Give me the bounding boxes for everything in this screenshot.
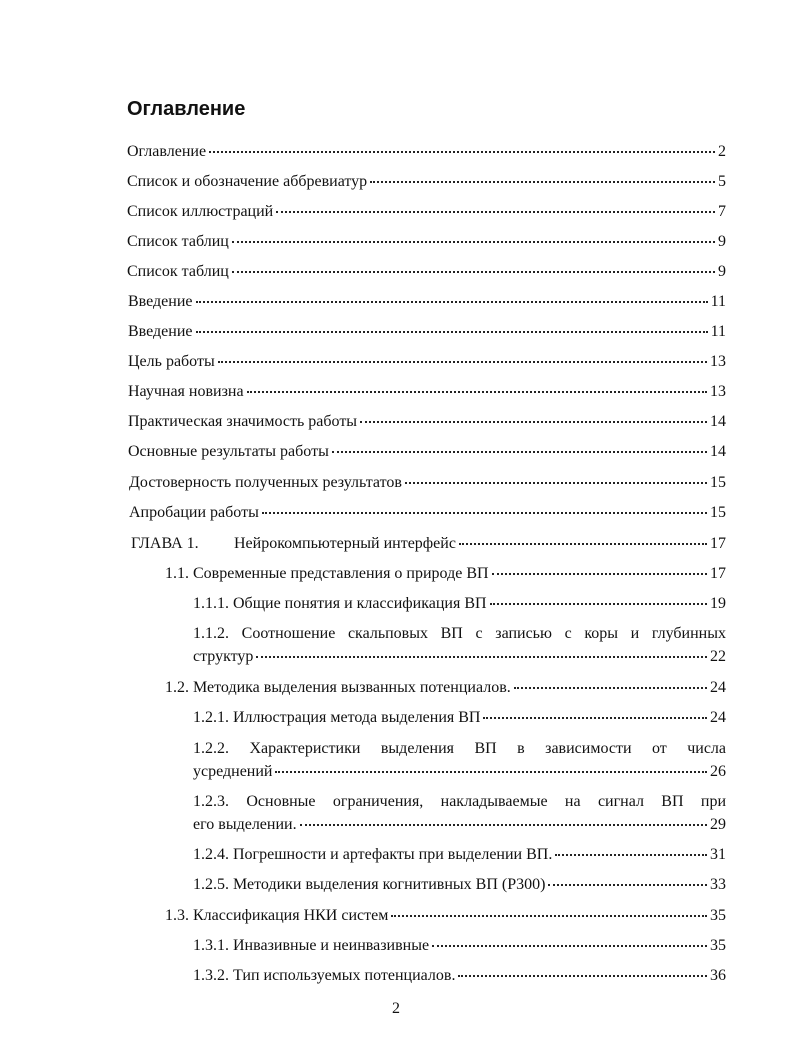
- toc-entry[interactable]: [128, 320, 726, 343]
- toc-entry-label: структур: [193, 648, 254, 665]
- toc-entry-page: 11: [710, 293, 726, 310]
- dot-leader: [196, 330, 708, 333]
- dot-leader: [492, 572, 707, 575]
- dot-leader: [483, 716, 707, 719]
- toc-entry-label: Практическая значимость работы: [128, 413, 358, 430]
- toc-entry-page: 2: [718, 143, 726, 160]
- toc-entry[interactable]: [128, 290, 726, 313]
- toc-entry-label: 1.3. Классификация НКИ систем: [165, 907, 389, 924]
- toc-entry-subsection[interactable]: [193, 737, 726, 783]
- toc-entry-page: 24: [710, 709, 726, 726]
- dot-leader: [490, 602, 707, 605]
- toc-entry-label-line1: 1.1.2. Соотношение скальповых ВП с записью с коры и глубинных: [193, 625, 726, 642]
- toc-entry-page: 14: [710, 413, 726, 430]
- dot-leader: [514, 686, 707, 689]
- dot-leader: [360, 420, 707, 423]
- toc-entry-section[interactable]: [165, 676, 726, 699]
- toc-entry-label: Нейрокомпьютерный интерфейс: [234, 535, 456, 552]
- dot-leader: [196, 300, 708, 303]
- toc-entry-label: Введение: [128, 293, 193, 310]
- chapter-number: ГЛАВА 1.: [131, 535, 199, 552]
- toc-entry-page: 13: [710, 383, 726, 400]
- toc-entry-subsection[interactable]: [193, 873, 726, 896]
- toc-entry-label: Основные результаты работы: [128, 443, 329, 460]
- toc-entry-page: 9: [718, 233, 726, 250]
- toc-entry-page: 19: [710, 595, 726, 612]
- toc-entry-page: 24: [710, 679, 726, 696]
- toc-entry-label: 1.1. Современные представления о природе ВП: [165, 565, 489, 582]
- dot-leader: [555, 853, 707, 856]
- toc-entry-label: Научная новизна: [128, 383, 244, 400]
- dot-leader: [459, 542, 707, 545]
- toc-entry-label-line1: 1.2.3. Основные ограничения, накладываемые на сигнал ВП при: [193, 793, 726, 810]
- toc-entry-label: Оглавление: [127, 143, 207, 160]
- toc-entry-subsection[interactable]: [193, 934, 726, 957]
- toc-entry-page: 35: [710, 907, 726, 924]
- toc-entry-label: Цель работы: [128, 353, 215, 370]
- toc-entry-page: 26: [710, 763, 726, 780]
- dot-leader: [276, 210, 715, 213]
- dot-leader: [209, 150, 715, 153]
- toc-entry-section[interactable]: [165, 562, 726, 585]
- dot-leader: [370, 180, 715, 183]
- dot-leader: [232, 270, 715, 273]
- toc-entry-subsection[interactable]: [193, 622, 726, 668]
- dot-leader: [391, 914, 707, 917]
- dot-leader: [432, 944, 707, 947]
- page-number: 2: [392, 1000, 400, 1017]
- toc-entry-label: Список и обозначение аббревиатур: [127, 173, 368, 190]
- toc-entry-label: Достоверность полученных результатов: [129, 474, 402, 491]
- toc-entry[interactable]: [129, 501, 726, 524]
- toc-entry-page: 13: [710, 353, 726, 370]
- toc-entry-label: 1.2.5. Методики выделения когнитивных ВП (P300): [193, 876, 546, 893]
- toc-entry-label-line1: 1.2.2. Характеристики выделения ВП в зависимости от числа: [193, 740, 726, 757]
- toc-entry-page: 17: [710, 565, 726, 582]
- toc-entry-label: Введение: [128, 323, 193, 340]
- toc-entry[interactable]: [128, 350, 726, 373]
- toc-entry-chapter[interactable]: [131, 532, 726, 555]
- dot-leader: [458, 974, 707, 977]
- toc-entry-label: 1.2. Методика выделения вызванных потенциалов.: [165, 679, 511, 696]
- toc-entry[interactable]: [129, 471, 726, 494]
- toc-entry[interactable]: [128, 380, 726, 403]
- dot-leader: [405, 481, 707, 484]
- toc-entry-page: 9: [718, 263, 726, 280]
- toc-entry-label: Список таблиц: [127, 263, 229, 280]
- toc-entry-subsection[interactable]: [193, 964, 726, 987]
- toc-entry-label: 1.2.1. Иллюстрация метода выделения ВП: [193, 709, 481, 726]
- toc-entry-label: его выделении.: [193, 816, 297, 833]
- dot-leader: [232, 240, 715, 243]
- toc-entry-label: 1.2.4. Погрешности и артефакты при выделении ВП.: [193, 846, 553, 863]
- page-title: Оглавление: [127, 98, 246, 120]
- toc-entry[interactable]: [128, 410, 726, 433]
- dot-leader: [218, 360, 707, 363]
- toc-entry-page: 15: [710, 474, 726, 491]
- toc-entry-label: Список таблиц: [127, 233, 229, 250]
- toc-entry-page: 33: [710, 876, 726, 893]
- dot-leader: [548, 883, 707, 886]
- toc-entry-page: 15: [710, 504, 726, 521]
- toc-entry-page: 7: [718, 203, 726, 220]
- toc-entry-label: Список иллюстраций: [127, 203, 274, 220]
- toc-entry-subsection[interactable]: [193, 790, 726, 836]
- toc-entry[interactable]: [127, 170, 726, 193]
- toc-entry-page: 14: [710, 443, 726, 460]
- toc-entry-section[interactable]: [165, 904, 726, 927]
- dot-leader: [332, 450, 707, 453]
- toc-entry-page: 22: [710, 648, 726, 665]
- toc-entry-page: 17: [710, 535, 726, 552]
- toc-entry-label: 1.1.1. Общие понятия и классификация ВП: [193, 595, 487, 612]
- toc-entry-page: 5: [718, 173, 726, 190]
- toc-entry-page: 36: [710, 967, 726, 984]
- toc-entry-subsection[interactable]: [193, 592, 726, 615]
- toc-entry-label: 1.3.2. Тип используемых потенциалов.: [193, 967, 456, 984]
- toc-entry-subsection[interactable]: [193, 843, 726, 866]
- toc-entry-subsection[interactable]: [193, 706, 726, 729]
- dot-leader: [275, 770, 707, 773]
- toc-entry-page: 35: [710, 937, 726, 954]
- dot-leader: [256, 655, 707, 658]
- toc-entry[interactable]: [128, 440, 726, 463]
- toc-entry[interactable]: [127, 230, 726, 253]
- toc-entry-label: Апробации работы: [129, 504, 259, 521]
- toc-entry-label: 1.3.1. Инвазивные и неинвазивные: [193, 937, 430, 954]
- toc-entry-label: усреднений: [193, 763, 273, 780]
- dot-leader: [300, 823, 707, 826]
- dot-leader: [262, 511, 707, 514]
- toc-entry-page: 31: [710, 846, 726, 863]
- toc-entry[interactable]: [127, 200, 726, 223]
- toc-entry-page: 29: [710, 816, 726, 833]
- toc-entry-page: 11: [710, 323, 726, 340]
- toc-entry[interactable]: [127, 260, 726, 283]
- dot-leader: [247, 390, 707, 393]
- toc-entry[interactable]: [127, 140, 726, 163]
